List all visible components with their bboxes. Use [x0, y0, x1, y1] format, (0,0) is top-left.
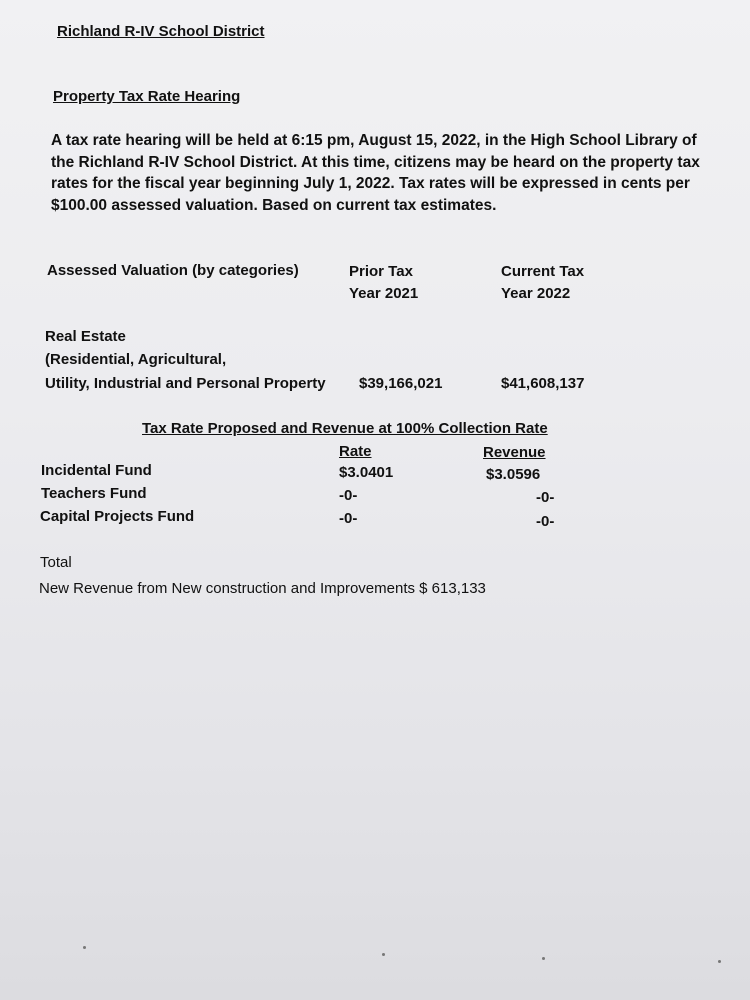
prior-year-header: Year 2021 [349, 285, 419, 302]
total-label: Total [40, 554, 72, 571]
current-tax-header: Current Tax [501, 263, 585, 280]
paper-speck [83, 946, 86, 949]
rate-column-header: Rate [339, 443, 372, 460]
fund-revenue: -0- [536, 513, 555, 530]
fund-name: Capital Projects Fund [40, 508, 195, 525]
section-title: Property Tax Rate Hearing [53, 88, 241, 105]
real-estate-label: Real Estate [45, 328, 126, 345]
district-title: Richland R-IV School District [57, 23, 265, 40]
fund-rate: -0- [339, 510, 358, 527]
fund-name: Teachers Fund [41, 485, 147, 502]
paper-speck [382, 953, 385, 956]
valuation-category-header: Assessed Valuation (by categories) [47, 262, 299, 279]
fund-name: Incidental Fund [41, 462, 152, 479]
paper-speck [542, 957, 545, 960]
prior-tax-header: Prior Tax [349, 263, 413, 280]
current-year-header: Year 2022 [501, 285, 571, 302]
current-year-value: $41,608,137 [501, 375, 585, 392]
fund-rate: $3.0401 [339, 464, 394, 481]
prior-year-value: $39,166,021 [359, 375, 443, 392]
revenue-column-header: Revenue [483, 444, 546, 461]
real-estate-categories-cont: Utility, Industrial and Personal Property [45, 375, 326, 392]
paper-speck [718, 960, 721, 963]
rate-table-title: Tax Rate Proposed and Revenue at 100% Collection Rate [142, 420, 548, 437]
fund-rate: -0- [339, 487, 358, 504]
fund-revenue: -0- [536, 489, 555, 506]
new-revenue-line: New Revenue from New construction and Improvements $ 613,133 [39, 580, 486, 597]
fund-revenue: $3.0596 [486, 466, 541, 483]
notice-paragraph: A tax rate hearing will be held at 6:15 pm, August 15, 2022, in the High School Library of the Richland R-IV School District. At this time, citizens may be heard on the property tax rates for the fiscal year beginning July 1, 2022. Tax rates will be expressed in cents per $100.00 assessed valuation. Based on current tax estimates. [51, 132, 700, 214]
real-estate-categories: (Residential, Agricultural, [45, 351, 227, 368]
